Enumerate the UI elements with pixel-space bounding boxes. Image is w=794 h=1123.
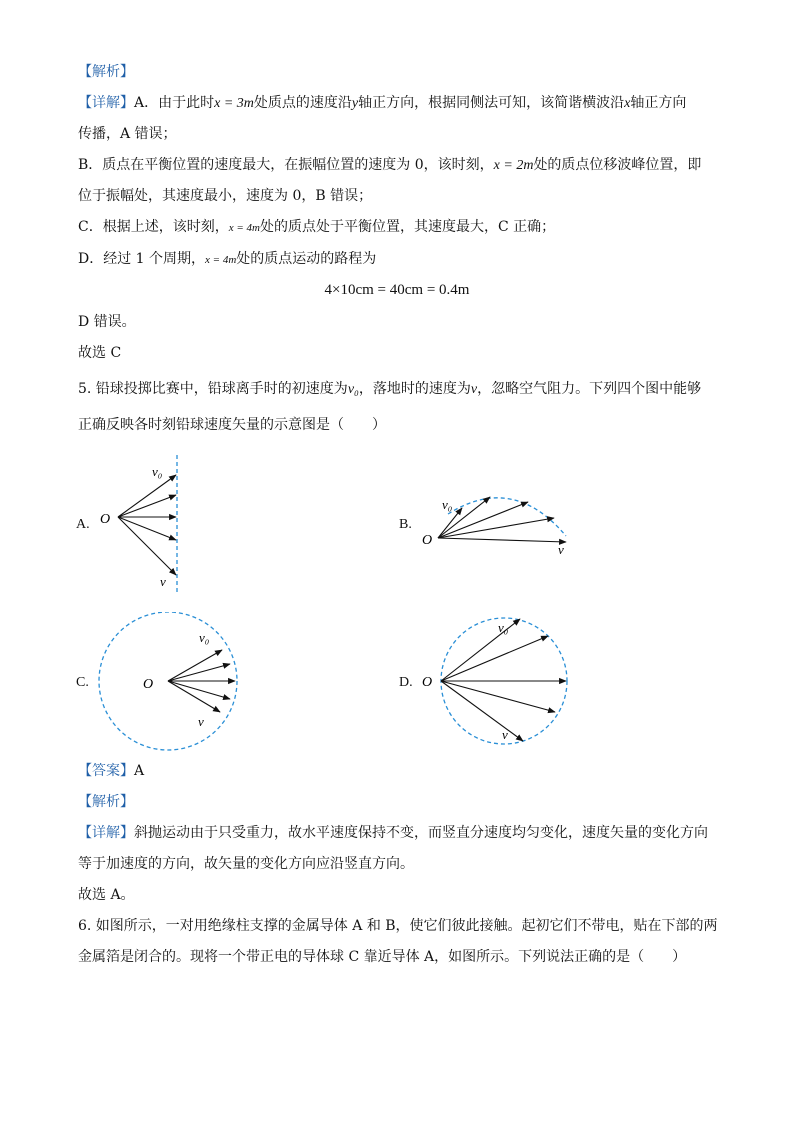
q4-option-a-line1: [78, 94, 686, 113]
math-var: x = 4m: [205, 254, 237, 266]
origin-label: O: [422, 533, 433, 548]
answer-tag: 【答案】: [78, 763, 134, 779]
analysis-tag: 【解析】: [78, 64, 134, 80]
text: C．根据上述，该时刻，: [78, 219, 229, 235]
q6-stem-line2: 金属箔是闭合的。现将一个带正电的导体球 C 靠近导体 A，如图所示。下列说法正确的是（ ）: [78, 949, 687, 965]
q4-option-a-line2: 传播，A 错误；: [78, 126, 177, 142]
v-label: v: [198, 714, 204, 729]
figure-option-a: [90, 450, 200, 600]
math-var: v: [470, 382, 478, 397]
q5-answer-line: [78, 762, 144, 780]
q5-detail-line1: [78, 824, 708, 842]
text: 斜抛运动由于只受重力，故水平速度保持不变，而竖直分速度均匀变化，速度矢量的变化方向: [134, 825, 708, 841]
velocity-arrow: [168, 664, 230, 681]
q5-choice: 故选 A。: [78, 887, 135, 903]
q5-stem-line1: [78, 380, 701, 399]
text: 处的质点运动的路程为: [236, 251, 377, 267]
velocity-arrow: [168, 681, 220, 712]
origin-label: O: [100, 512, 111, 527]
v0-label: v₀: [152, 464, 163, 479]
option-c-label: C.: [76, 675, 89, 690]
v0-label: v₀: [442, 497, 453, 512]
origin-label: O: [422, 675, 433, 690]
d-wrong: D 错误。: [78, 314, 136, 330]
option-a-label: A.: [76, 517, 90, 532]
q4-option-c-line: [78, 218, 555, 237]
q6-stem-line1: 6. 如图所示，一对用绝缘柱支撑的金属导体 A 和 B，使它们彼此接触。起初它们不带电，贴在下部的两: [78, 918, 718, 934]
velocity-arrow: [118, 517, 176, 540]
text: 处的质点位移波峰位置，即: [533, 157, 702, 173]
q5-stem-line2: 正确反映各时刻铅球速度矢量的示意图是（ ）: [78, 417, 386, 433]
text: 5. 铅球投掷比赛中，铅球离手时的初速度为: [78, 381, 348, 397]
velocity-arrow: [438, 538, 566, 542]
math-var: x = 3m: [214, 96, 254, 111]
velocity-arrow: [168, 681, 230, 699]
detail-tag: 【详解】: [78, 95, 134, 111]
math-var: v₀: [347, 382, 359, 397]
text: ，忽略空气阻力。下列四个图中能够: [477, 381, 702, 397]
math-var: x: [624, 96, 631, 111]
text: B．质点在平衡位置的速度最大，在振幅位置的速度为 0，该时刻，: [78, 157, 494, 173]
velocity-arrow: [441, 636, 548, 681]
option-b-label: B.: [399, 517, 412, 532]
formula: 4×10cm = 40cm = 0.4m: [324, 282, 470, 298]
option-d-label: D.: [399, 675, 413, 690]
text: 轴正方向，根据同侧法可知，该简谐横波沿: [358, 95, 625, 111]
dashed-arc: [448, 498, 566, 536]
figure-option-b: [418, 488, 578, 558]
text: 处的质点处于平衡位置，其速度最大，C 正确；: [259, 219, 556, 235]
figure-option-d: [420, 614, 572, 748]
q4-option-b-line1: [78, 156, 701, 175]
q4-option-d-line: [78, 250, 376, 269]
v-label: v: [160, 574, 166, 589]
text: A．由于此时: [134, 95, 215, 111]
q4-choice: 故选 C: [78, 345, 122, 361]
math-var: x = 2m: [493, 158, 534, 173]
velocity-arrow: [441, 681, 523, 741]
velocity-arrow: [168, 650, 222, 681]
v0-label: v₀: [498, 620, 509, 635]
v0-label: v₀: [199, 630, 210, 645]
figure-option-c: [95, 612, 245, 752]
text: 处质点的速度沿: [253, 95, 352, 111]
detail-tag: 【详解】: [78, 825, 134, 841]
text: D．经过 1 个周期，: [78, 251, 206, 267]
q5-detail-line2: 等于加速度的方向，故矢量的变化方向应沿竖直方向。: [78, 856, 414, 872]
v-label: v: [502, 727, 508, 742]
velocity-arrow: [118, 475, 176, 517]
analysis-tag: 【解析】: [78, 794, 134, 810]
answer-value: A: [134, 763, 145, 779]
q4-option-b-line2: 位于振幅处，其速度最小，速度为 0，B 错误；: [78, 188, 373, 204]
origin-label: O: [143, 677, 154, 692]
math-var: x = 4m: [228, 222, 260, 234]
velocity-arrow: [118, 495, 176, 517]
math-var: y: [351, 96, 359, 111]
velocity-arrow: [441, 681, 555, 712]
text: ，落地时的速度为: [358, 381, 471, 397]
velocity-arrow: [438, 518, 554, 538]
v-label: v: [558, 542, 564, 557]
text: 轴正方向: [630, 95, 687, 111]
velocity-arrow: [118, 517, 176, 575]
